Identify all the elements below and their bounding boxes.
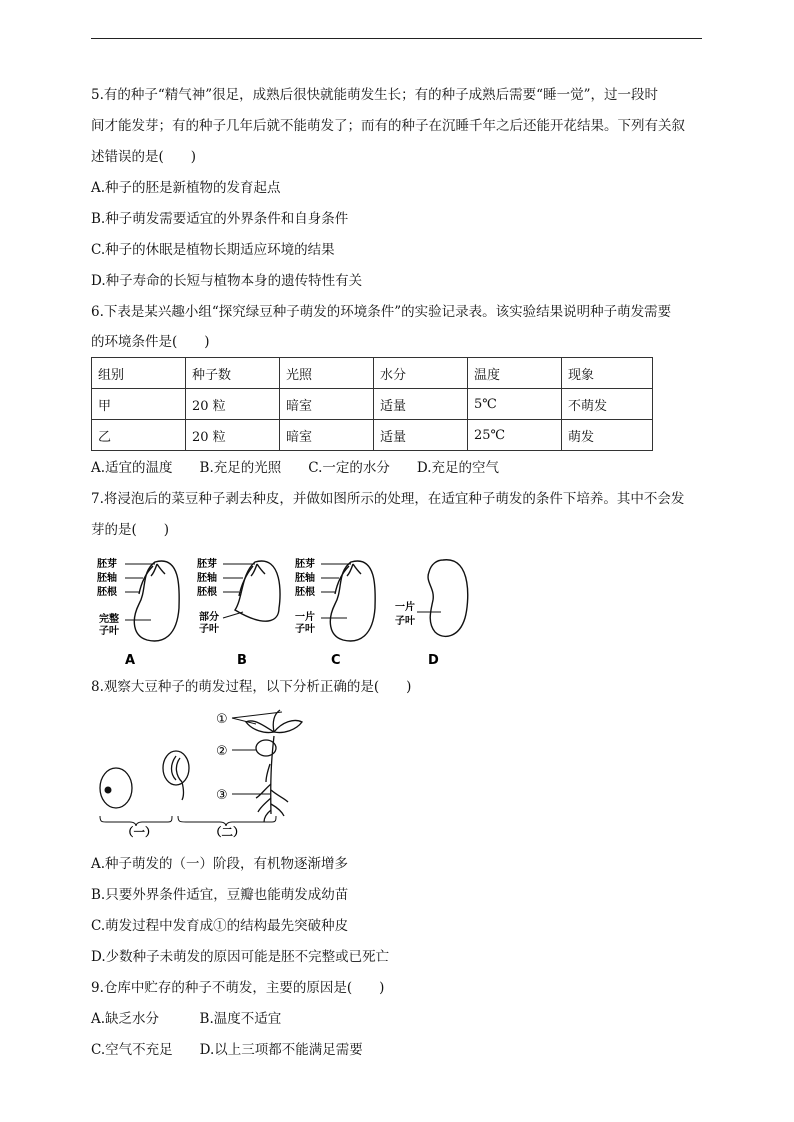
table-header-cell: 组别 [92,358,186,389]
q5-option-c: C.种子的休眠是植物长期适应环境的结果 [91,242,335,258]
table-cell: 暗室 [280,389,374,420]
q5-option-a: A.种子的胚是新植物的发育起点 [91,180,281,196]
q8-option-c: C.萌发过程中发育成①的结构最先突破种皮 [91,918,349,934]
marker-1: ① [216,712,228,727]
table-cell: 20 粒 [186,420,280,451]
caption-d: D [428,653,439,668]
marker-2: ② [216,744,228,759]
experiment-table [91,357,653,451]
label-hypocotyl: 胚轴 [197,573,217,584]
q8-option-d: D.少数种子未萌发的原因可能是胚不完整或已死亡 [91,949,390,965]
table-cell: 萌发 [562,420,653,451]
label-plumule: 胚芽 [97,559,117,570]
label-b-2: 子叶 [199,624,219,635]
caption-c: C [331,653,341,668]
table-header-cell: 温度 [468,358,562,389]
stage-one-label: （一） [122,825,157,839]
label-a-2: 子叶 [99,626,119,637]
label-c-1: 一片 [295,612,315,623]
q7-seed-figure [95,548,475,670]
q6-stem-line2: 的环境条件是( ) [91,334,210,350]
table-header-cell: 光照 [280,358,374,389]
marker-3: ③ [216,788,228,803]
label-hypocotyl: 胚轴 [97,573,117,584]
label-plumule: 胚芽 [197,559,217,570]
label-a-1: 完整 [99,614,119,625]
label-hypocotyl: 胚轴 [295,573,315,584]
q8-option-a: A.种子萌发的（一）阶段，有机物逐渐增多 [91,856,349,872]
label-c-2: 子叶 [295,624,315,635]
header-rule [91,38,702,39]
table-row [92,389,653,420]
label-radicle: 胚根 [197,587,217,598]
q8-option-b: B.只要外界条件适宜，豆瓣也能萌发成幼苗 [91,887,349,903]
q6-stem-line1: 6.下表是某兴趣小组“探究绿豆种子萌发的环境条件”的实验记录表。该实验结果说明种子萌发需要 [91,304,672,320]
label-b-1: 部分 [199,612,219,623]
table-cell: 适量 [374,420,468,451]
seed-hilum [105,787,112,794]
q6-options: A.适宜的温度 B.充足的光照 C.一定的水分 D.充足的空气 [91,460,500,476]
q5-option-b: B.种子萌发需要适宜的外界条件和自身条件 [91,211,349,227]
table-header-cell: 现象 [562,358,653,389]
q7-stem-line1: 7.将浸泡后的菜豆种子剥去种皮，并做如图所示的处理，在适宜种子萌发的条件下培养。其中不会发 [91,491,685,507]
q5-stem-line1: 5.有的种子“精气神”很足，成熟后很快就能萌发生长；有的种子成熟后需要“睡一觉”，过一段时 [91,87,658,103]
q9-stem: 9.仓库中贮存的种子不萌发，主要的原因是( ) [91,980,385,996]
table-header-row [92,358,653,389]
q8-stem: 8.观察大豆种子的萌发过程，以下分析正确的是( ) [91,679,412,695]
label-plumule: 胚芽 [295,559,315,570]
q5-option-d: D.种子寿命的长短与植物本身的遗传特性有关 [91,273,363,289]
label-d-2: 子叶 [395,616,415,627]
q7-stem-line2: 芽的是( ) [91,522,170,538]
table-cell: 暗室 [280,420,374,451]
table-cell: 不萌发 [562,389,653,420]
q9-options-row2: C.空气不充足 D.以上三项都不能满足需要 [91,1042,363,1058]
label-d-1: 一片 [395,602,415,613]
table-header-cell: 种子数 [186,358,280,389]
table-cell: 25℃ [468,420,562,451]
table-cell: 甲 [92,389,186,420]
table-cell: 5℃ [468,389,562,420]
table-header-cell: 水分 [374,358,468,389]
label-radicle: 胚根 [295,587,315,598]
label-radicle: 胚根 [97,587,117,598]
table-row [92,420,653,451]
q5-stem-line3: 述错误的是( ) [91,149,197,165]
stage-two-label: （二） [210,825,245,839]
caption-a: A [125,653,136,668]
q9-options-row1: A.缺乏水分 B.温度不适宜 [91,1011,282,1027]
q8-germination-figure [96,704,336,840]
table-cell: 适量 [374,389,468,420]
table-cell: 乙 [92,420,186,451]
table-cell: 20 粒 [186,389,280,420]
caption-b: B [237,653,247,668]
q5-stem-line2: 间才能发芽；有的种子几年后就不能萌发了；而有的种子在沉睡千年之后还能开花结果。下列有关叙 [91,118,685,134]
